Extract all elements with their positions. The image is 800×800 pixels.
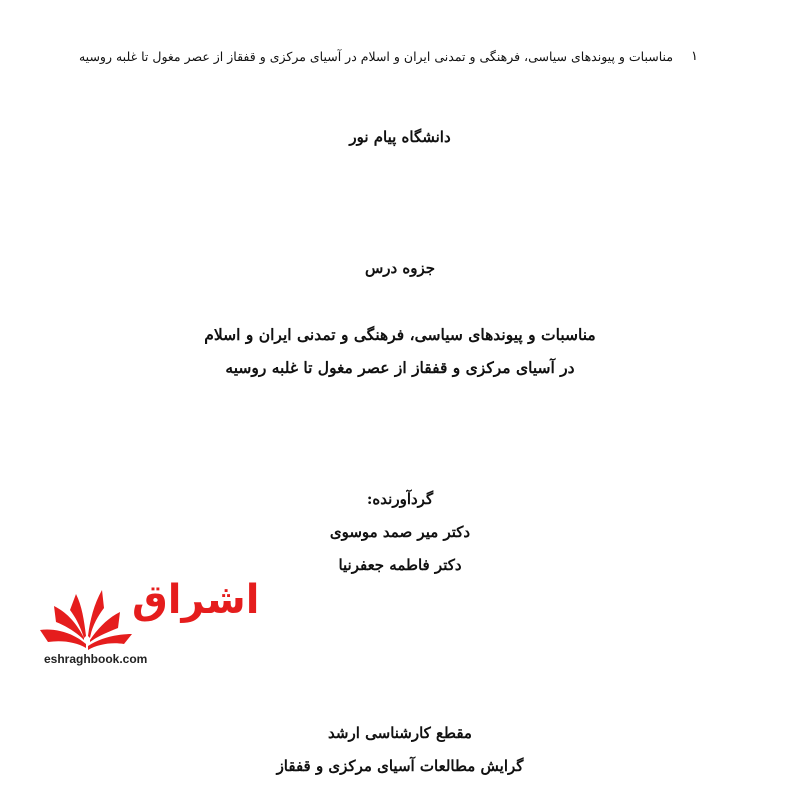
running-header: [78, 44, 698, 68]
course-title-line-1: مناسبات و پیوندهای سیاسی، فرهنگی و تمدنی ایران و اسلام: [204, 325, 596, 344]
course-title-line-2: در آسیای مرکزی و قفقاز از عصر مغول تا غلبه روسیه: [225, 358, 575, 377]
open-book-icon: [36, 578, 136, 650]
degree-field: گرایش مطالعات آسیای مرکزی و قفقاز: [276, 757, 524, 775]
compiler-name-2: دکتر فاطمه جعفرنیا: [338, 556, 462, 574]
degree-level: مقطع کارشناسی ارشد: [328, 724, 472, 742]
university-name: دانشگاه پیام نور: [349, 128, 451, 146]
watermark-site: eshraghbook.com: [44, 652, 148, 666]
publisher-watermark: [36, 577, 260, 670]
page-number: ۱: [691, 48, 698, 64]
compilers-label: گردآورنده:: [366, 490, 434, 508]
compiler-name-1: دکتر میر صمد موسوی: [329, 523, 471, 541]
running-title: مناسبات و پیوندهای سیاسی، فرهنگی و تمدنی ایران و اسلام در آسیای مرکزی و قفقاز از عصر مغول تا غلبه روسیه: [78, 48, 674, 64]
watermark-brand: اشراق: [132, 577, 260, 623]
document-type: جزوه درس: [364, 259, 436, 277]
